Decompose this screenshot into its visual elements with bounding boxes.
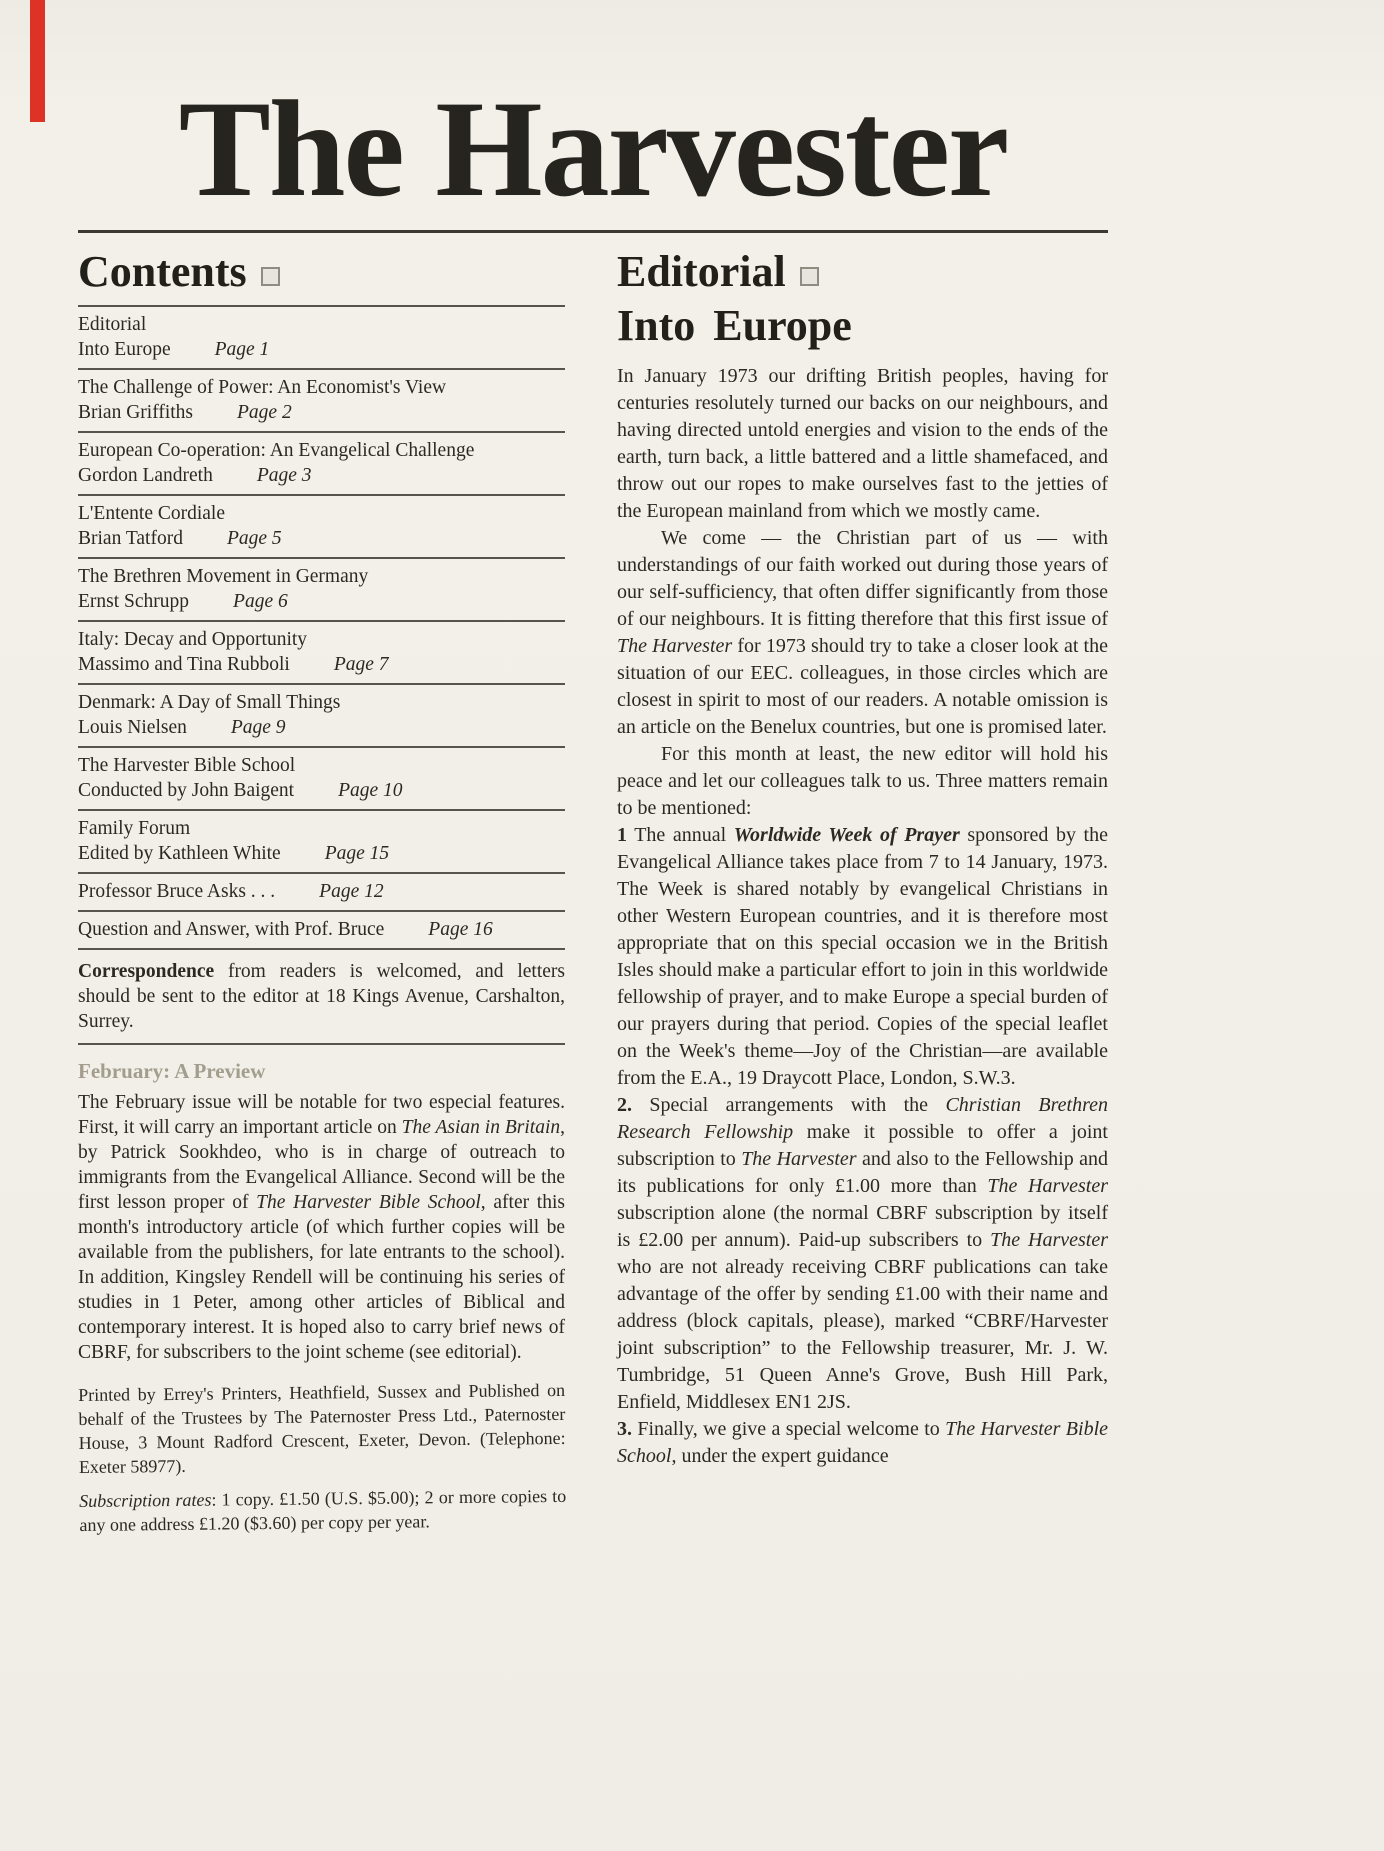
toc-entry-page: Page 15 <box>324 843 390 865</box>
editorial-section <box>617 249 1108 1470</box>
text-run: make it possible to offer a joint subscription to <box>617 1121 1108 1171</box>
toc-entry-page: Page 7 <box>333 654 389 676</box>
toc-entry-author: Ernst Schrupp <box>78 591 190 613</box>
text-run: The Asian in Britain <box>401 1117 561 1139</box>
toc-entry-title: Italy: Decay and Opportunity <box>78 629 308 651</box>
text-run: Finally, we give a special welcome to <box>632 1418 946 1441</box>
toc-entry <box>78 496 565 557</box>
toc-entry-title: European Co-operation: An Evangelical Challenge <box>78 440 475 462</box>
editorial-paragraph <box>617 1416 1108 1470</box>
toc-entry-byline <box>78 778 565 803</box>
toc-entry <box>78 622 565 683</box>
toc-entry <box>78 433 565 494</box>
toc-entry-page: Page 9 <box>230 717 286 739</box>
text-run: 3. <box>617 1418 632 1441</box>
toc-entry-byline <box>78 463 565 488</box>
text-run: The February issue will be notable for two especial features. First, it will carry an important article on <box>78 1092 565 1139</box>
text-run: The Harvester <box>987 1175 1108 1198</box>
editorial-body <box>617 363 1108 1470</box>
text-run: The Harvester <box>741 1148 857 1171</box>
editorial-title: Into Europe <box>617 301 852 351</box>
editorial-heading-label: Editorial <box>617 247 786 296</box>
toc-entry-title: The Challenge of Power: An Economist's View <box>78 377 447 399</box>
toc-entry-title: The Harvester Bible School <box>78 755 296 777</box>
toc-entry-author: Brian Tatford <box>78 528 183 550</box>
toc-entry <box>78 874 565 910</box>
editorial-heading <box>617 249 1108 295</box>
toc-entry <box>78 307 565 368</box>
toc-entry-byline <box>78 652 565 677</box>
text-run: 1 <box>617 824 627 847</box>
toc-entry-byline <box>78 715 565 740</box>
text-run: In January 1973 our drifting British peoples, having for centuries resolutely turned our backs on our neighbours, and having directed untold energies and vision to the ends of the earth, turn back, a little battered and a little shamefaced, and throw out our ropes to make ourselves fast to the jetties of the European mainland from which we mostly came. <box>617 365 1108 523</box>
text-run: The Harvester Bible School <box>617 1418 1109 1468</box>
toc-entry-title: Family Forum <box>78 818 191 840</box>
subscription-paragraph <box>79 1484 566 1537</box>
editorial-square-icon <box>800 267 819 286</box>
contents-heading-label: Contents <box>78 247 247 296</box>
toc-entry-byline <box>78 337 565 362</box>
contents-square-icon <box>261 267 280 286</box>
toc-entry-page: Page 10 <box>338 780 403 802</box>
toc-entry-title: Editorial <box>78 314 147 336</box>
toc-entry-page: Page 6 <box>233 591 288 613</box>
toc-entry-page: Page 5 <box>226 528 282 550</box>
toc-entry-author: Gordon Landreth <box>78 465 213 487</box>
text-run: , by Patrick Sookhdeo, who is in charge of outreach to immigrants from the Evangelical Alliance. Second will be the first lesson proper of <box>78 1117 565 1214</box>
imprint-block <box>78 1378 567 1537</box>
preview-paragraph <box>78 1090 565 1365</box>
toc-entry <box>78 811 565 872</box>
toc-entry-author: Massimo and Tina Rubboli <box>78 654 290 676</box>
toc-entry-author: Edited by Kathleen White <box>78 843 281 865</box>
toc-entry-byline <box>78 400 565 425</box>
table-of-contents <box>78 307 565 950</box>
toc-entry <box>78 685 565 746</box>
divider <box>78 948 565 950</box>
toc-entry-page: Page 2 <box>237 402 292 424</box>
text-run: For this month at least, the new editor will hold his peace and let our colleagues talk to us. Three matters remain to be mentioned: <box>617 743 1108 820</box>
toc-entry-title: L'Entente Cordiale <box>78 503 226 525</box>
text-run: : 1 copy. £1.50 (U.S. $5.00); 2 or more copies to any one address £1.20 ($3.60) per copy per year. <box>79 1486 567 1536</box>
page-title: The Harvester <box>178 72 1008 225</box>
toc-entry-page: Page 3 <box>256 465 312 487</box>
editorial-paragraph <box>617 363 1108 525</box>
page-content <box>78 0 1108 1537</box>
text-run: We come — the Christian part of us — with understandings of our faith worked out during those years of our self-sufficiency, that often differ significantly from those of our neighbours. It is fitting therefore that this first issue of <box>617 527 1108 631</box>
text-run: The Harvester <box>617 635 733 658</box>
text-run: The Harvester <box>990 1229 1108 1252</box>
text-run: 2. <box>617 1094 632 1117</box>
toc-entry-byline <box>78 841 565 866</box>
toc-entry-author: Conducted by John Baigent <box>78 780 295 802</box>
text-run: Subscription rates <box>79 1489 212 1512</box>
text-run: sponsored by the Evangelical Alliance takes place from 7 to 14 January, 1973. The Week is shared notably by evangelical Christians in other Western European countries, and it is therefore most appropriate that on this special occasion we in the British Isles should make a particular effort to join in this worldwide fellowship of prayer, and to make Europe a special burden of our prayers during that period. Copies of the special leaflet on the Week's theme—Joy of the Christian—are available from the E.A., 19 Draycott Place, London, S.W.3. <box>617 824 1108 1090</box>
text-run: Worldwide Week of Prayer <box>733 824 960 847</box>
contents-section <box>78 249 565 1537</box>
text-run: from readers is welcomed, and letters should be sent to the editor at 18 Kings Avenue, Carshalton, Surrey. <box>78 961 565 1033</box>
toc-entry-byline <box>78 526 565 551</box>
toc-entry-byline <box>78 917 565 942</box>
editorial-paragraph <box>617 1092 1108 1416</box>
registration-mark <box>30 0 45 122</box>
editorial-paragraph <box>617 741 1108 822</box>
text-run: The Harvester Bible School <box>256 1192 481 1214</box>
text-run: Christian Brethren Research Fellowship <box>617 1094 1108 1144</box>
text-run: for 1973 should try to take a closer look at the situation of our EEC. colleagues, in those circles which are closest in spirit to most of our readers. A notable omission is an article on the Benelux countries, but one is promised later. <box>617 635 1108 739</box>
contents-heading <box>78 249 565 295</box>
text-run: who are not already receiving CBRF publications can take advantage of the offer by sending £1.00 with their name and address (block capitals, please), marked “CBRF/Harvester joint subscription” to the Fellowship treasurer, Mr. J. W. Tumbridge, 51 Queen Anne's Grove, Bush Hill Park, Enfield, Middlesex EN1 2JS. <box>617 1256 1108 1414</box>
masthead-rule <box>78 230 1108 233</box>
preview-heading: February: A Preview <box>78 1059 266 1084</box>
toc-entry <box>78 559 565 620</box>
text-run: Correspondence <box>78 961 215 983</box>
text-run: Special arrangements with the <box>632 1094 946 1117</box>
toc-entry-title: Professor Bruce Asks . . . <box>78 881 276 903</box>
toc-entry <box>78 370 565 431</box>
text-run: subscription alone (the normal CBRF subscription by itself is £2.00 per annum). Paid-up subscribers to <box>617 1202 1108 1252</box>
toc-entry-byline <box>78 879 565 904</box>
toc-entry-page: Page 1 <box>214 339 270 361</box>
correspondence-note <box>78 959 565 1034</box>
toc-entry-title: Question and Answer, with Prof. Bruce <box>78 919 385 941</box>
toc-entry-title: Denmark: A Day of Small Things <box>78 692 341 714</box>
editorial-paragraph <box>617 822 1108 1092</box>
masthead <box>78 72 1108 233</box>
toc-entry <box>78 748 565 809</box>
imprint-paragraph: Printed by Errey's Printers, Heathfield, Sussex and Published on behalf of the Trustees by The Paternoster Press Ltd., Paternoster House, 3 Mount Radford Crescent, Exeter, Devon. (Telephone: Exeter 58977). <box>78 1380 566 1478</box>
toc-entry-title: The Brethren Movement in Germany <box>78 566 369 588</box>
toc-entry-author: Into Europe <box>78 339 171 361</box>
divider <box>78 1043 565 1045</box>
editorial-paragraph <box>617 525 1108 741</box>
two-column-layout <box>78 249 1108 1537</box>
toc-entry-page: Page 16 <box>428 919 493 941</box>
text-run: and also to the Fellowship and its publications for only £1.00 more than <box>617 1148 1108 1198</box>
toc-entry-page: Page 12 <box>319 881 384 903</box>
text-run: The annual <box>627 824 734 847</box>
toc-entry-byline <box>78 589 565 614</box>
text-run: , after this month's introductory article (of which further copies will be available from the publishers, for late entrants to the school). In addition, Kingsley Rendell will be continuing his series of studies in 1 Peter, among other articles of Biblical and contemporary interest. It is hoped also to carry brief news of CBRF, for subscribers to the joint scheme (see editorial). <box>78 1192 565 1364</box>
toc-entry-author: Brian Griffiths <box>78 402 194 424</box>
toc-entry <box>78 912 565 948</box>
text-run: , under the expert guidance <box>671 1445 889 1468</box>
toc-entry-author: Louis Nielsen <box>78 717 187 739</box>
